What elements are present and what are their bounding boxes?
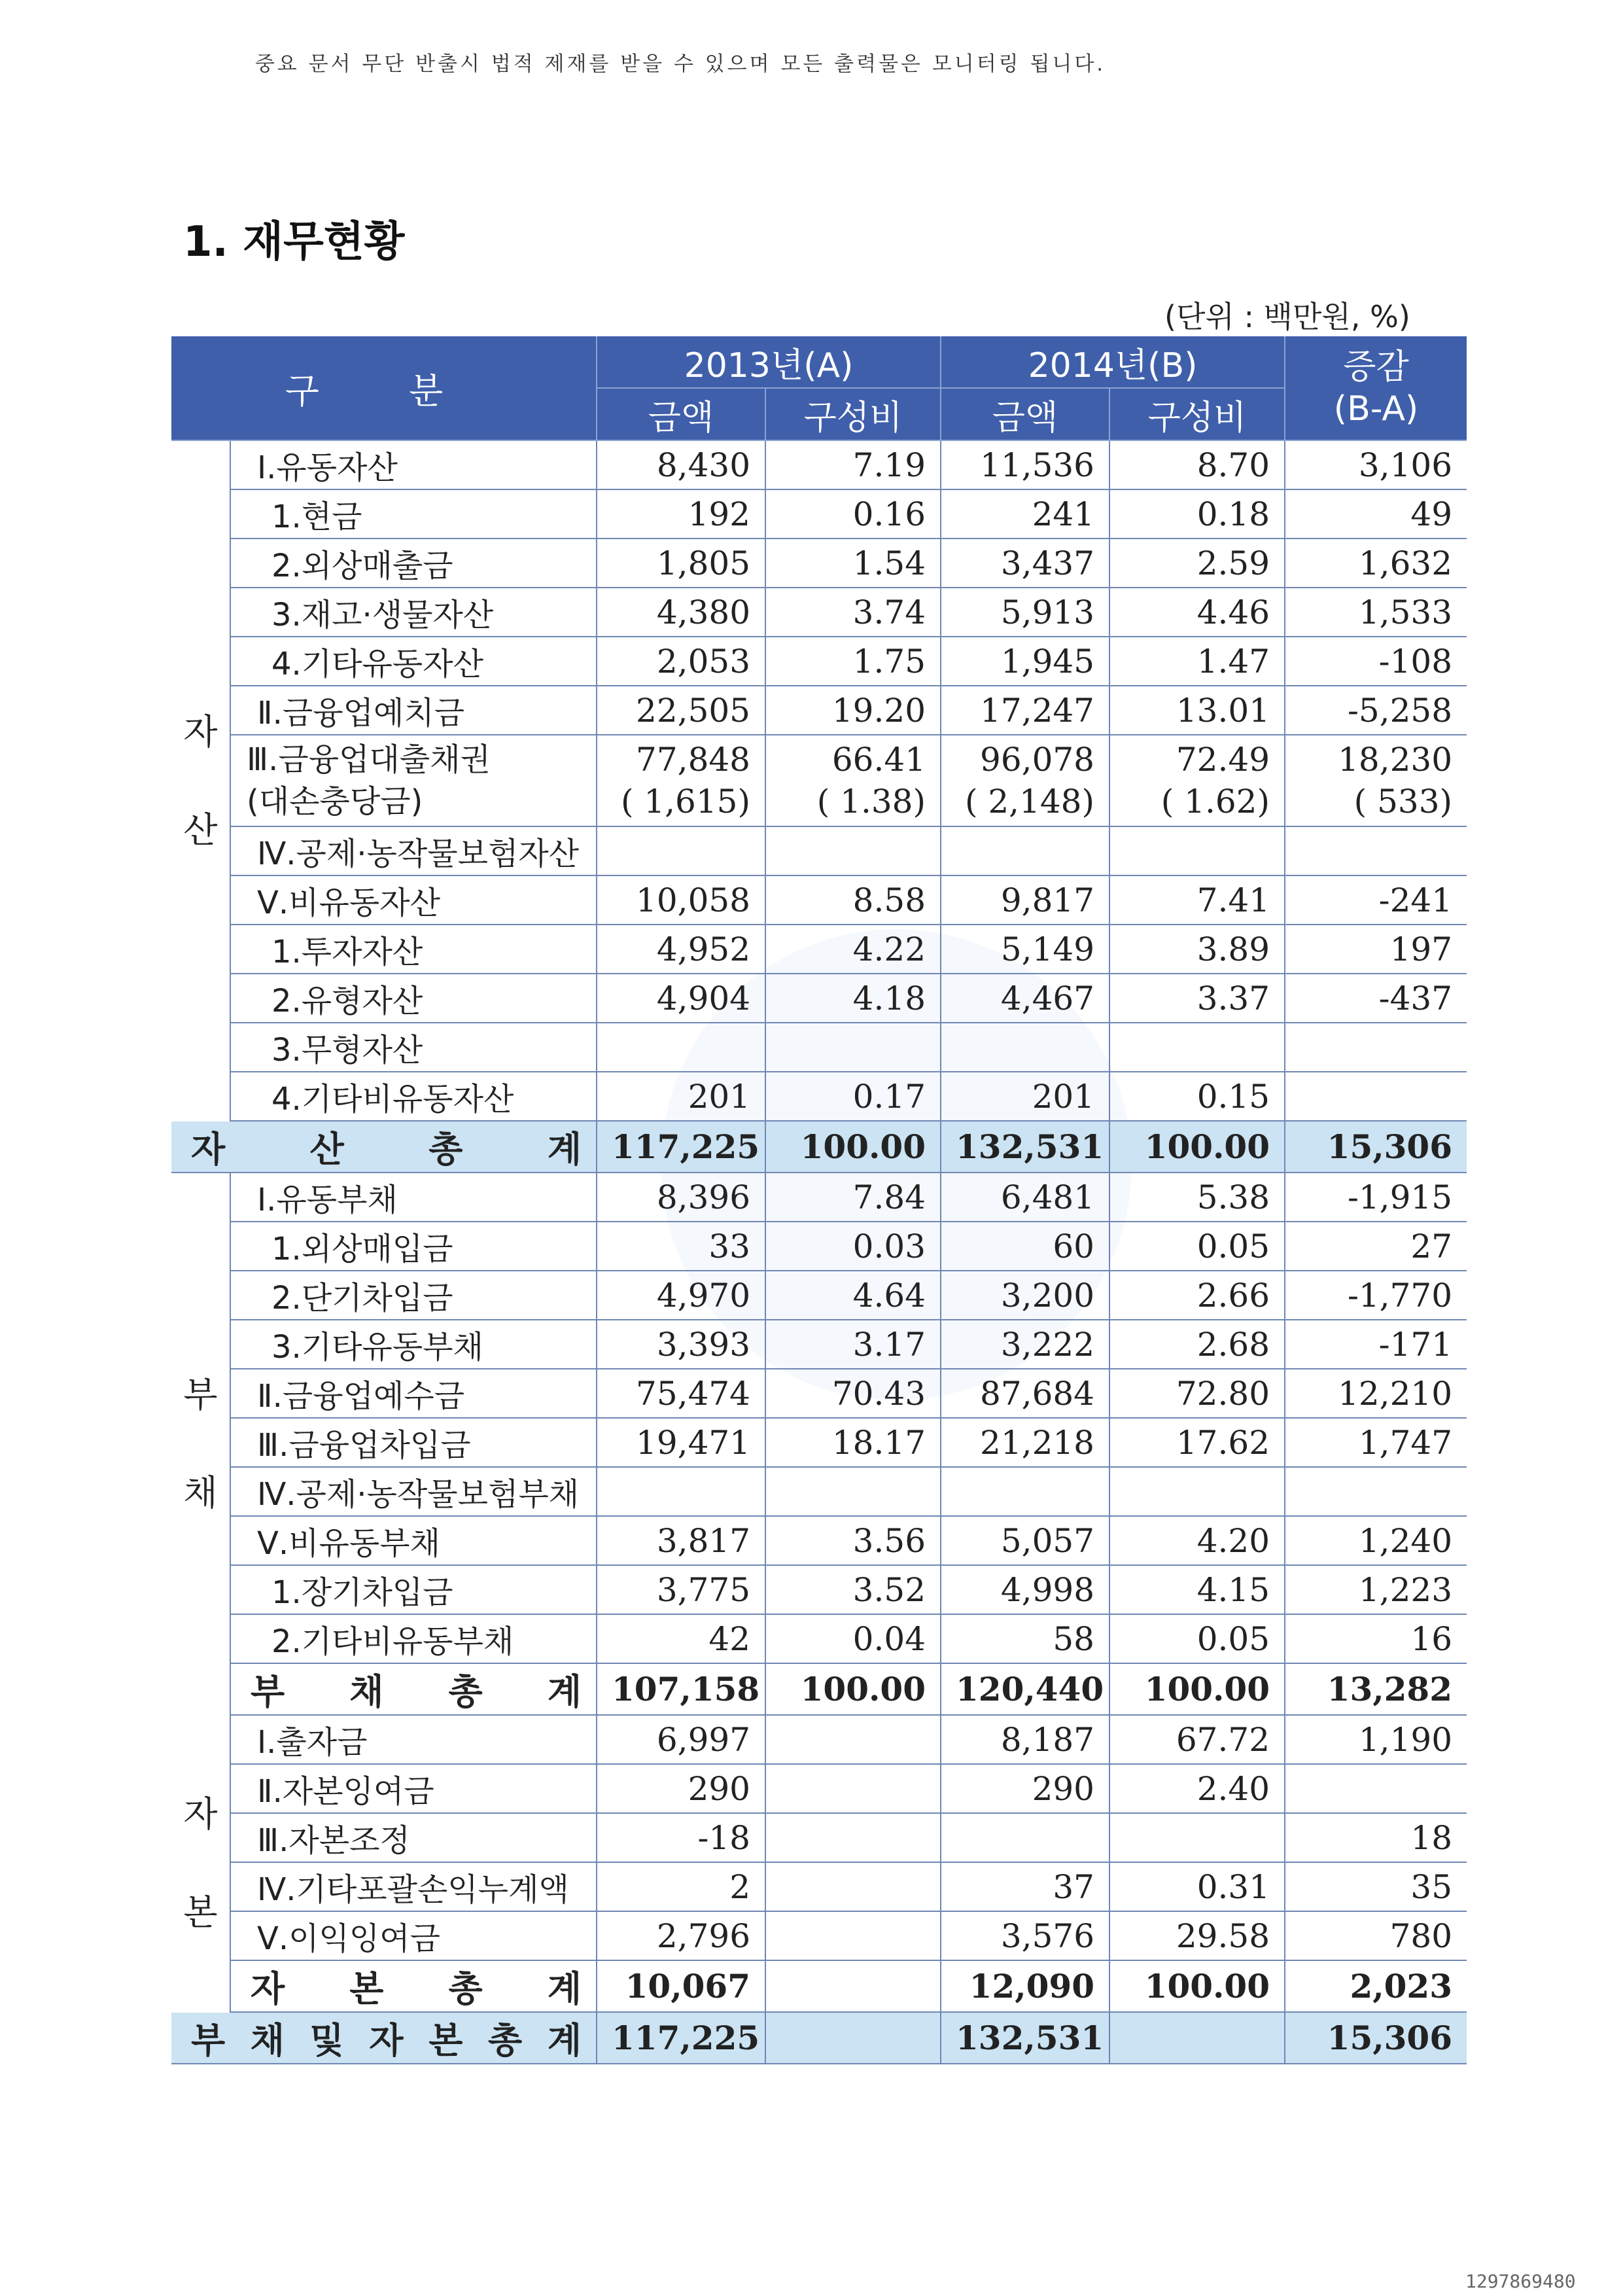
total-amount-b: 12,090 bbox=[941, 1960, 1109, 2012]
row-label: Ⅲ.금융업차입금 bbox=[230, 1418, 597, 1467]
cell-change bbox=[1285, 1072, 1467, 1121]
cell-ratio-a bbox=[765, 1715, 941, 1764]
cell-amount-a: 6,997 bbox=[597, 1715, 765, 1764]
row-label bbox=[230, 735, 597, 826]
cell-ratio-b bbox=[1109, 1467, 1285, 1516]
row-label: 3.기타유동부채 bbox=[230, 1320, 597, 1369]
cell-amount-a: 3,817 bbox=[597, 1516, 765, 1565]
total-amount-a: 107,158 bbox=[597, 1663, 765, 1715]
table-row bbox=[171, 539, 1467, 588]
cell-ratio-b bbox=[1109, 735, 1285, 826]
cell-ratio-a: 3.52 bbox=[765, 1565, 941, 1614]
cell-amount-a: 290 bbox=[597, 1764, 765, 1813]
cell-change: 1,190 bbox=[1285, 1715, 1467, 1764]
cell-ratio-a: 4.18 bbox=[765, 974, 941, 1023]
cell-ratio-a bbox=[765, 1813, 941, 1862]
total-ratio-b: 100.00 bbox=[1109, 1960, 1285, 2012]
row-label: 1.투자자산 bbox=[230, 925, 597, 974]
table-row bbox=[171, 826, 1467, 875]
cell-amount-b: 6,481 bbox=[941, 1173, 1109, 1222]
cell-ratio-b: 0.05 bbox=[1109, 1222, 1285, 1271]
cell-ratio-b: 72.80 bbox=[1109, 1369, 1285, 1418]
table-row bbox=[171, 1072, 1467, 1121]
total-change: 13,282 bbox=[1285, 1663, 1467, 1715]
table-header-row-1 bbox=[171, 336, 1467, 388]
total-change: 15,306 bbox=[1285, 1121, 1467, 1173]
cell-amount-b: 3,222 bbox=[941, 1320, 1109, 1369]
page-title: 1. 재무현황 bbox=[183, 218, 405, 266]
header-ratio-b: 구성비 bbox=[1109, 388, 1285, 440]
cell-amount-a: 3,775 bbox=[597, 1565, 765, 1614]
equity-total-label: 자 본 총 계 bbox=[230, 1960, 597, 2012]
cell-ratio-a bbox=[765, 826, 941, 875]
cell-ratio-b bbox=[1109, 1023, 1285, 1072]
cell-ratio-a bbox=[765, 1764, 941, 1813]
row-label: Ⅰ.유동부채 bbox=[230, 1173, 597, 1222]
cell-amount-b-line2: ( 2,148) bbox=[964, 783, 1094, 821]
cell-change: -171 bbox=[1285, 1320, 1467, 1369]
header-year-a: 2013년(A) bbox=[597, 336, 941, 388]
cell-change: 1,747 bbox=[1285, 1418, 1467, 1467]
table-row bbox=[171, 1222, 1467, 1271]
grand-total-row bbox=[171, 2012, 1467, 2064]
cell-ratio-b: 29.58 bbox=[1109, 1911, 1285, 1960]
cell-ratio-a: 0.17 bbox=[765, 1072, 941, 1121]
row-label: 1.현금 bbox=[230, 489, 597, 539]
cell-ratio-b: 13.01 bbox=[1109, 686, 1285, 735]
total-amount-b: 120,440 bbox=[941, 1663, 1109, 1715]
table-row bbox=[171, 1023, 1467, 1072]
cell-ratio-a bbox=[765, 1023, 941, 1072]
cell-amount-a: 42 bbox=[597, 1614, 765, 1663]
cell-change: 18 bbox=[1285, 1813, 1467, 1862]
cell-amount-a: 10,058 bbox=[597, 875, 765, 925]
liabilities-category bbox=[171, 1173, 230, 1715]
cell-ratio-b: 67.72 bbox=[1109, 1715, 1285, 1764]
cell-amount-a: 8,396 bbox=[597, 1173, 765, 1222]
cell-ratio-a: 19.20 bbox=[765, 686, 941, 735]
table-row bbox=[171, 1911, 1467, 1960]
table-row bbox=[171, 1813, 1467, 1862]
cell-amount-b: 241 bbox=[941, 489, 1109, 539]
table-row bbox=[171, 1320, 1467, 1369]
row-label: 2.외상매출금 bbox=[230, 539, 597, 588]
table-row bbox=[171, 686, 1467, 735]
cell-ratio-b: 7.41 bbox=[1109, 875, 1285, 925]
cell-change: 780 bbox=[1285, 1911, 1467, 1960]
equity-category bbox=[171, 1715, 230, 2012]
cell-amount-b: 4,467 bbox=[941, 974, 1109, 1023]
cell-amount-a bbox=[597, 1023, 765, 1072]
cell-amount-a: -18 bbox=[597, 1813, 765, 1862]
liabilities-category-char: 부 bbox=[183, 1374, 218, 1415]
row-label: 2.기타비유동부채 bbox=[230, 1614, 597, 1663]
row-label: 3.재고·생물자산 bbox=[230, 588, 597, 637]
cell-ratio-b: 0.31 bbox=[1109, 1862, 1285, 1911]
cell-ratio-b: 2.59 bbox=[1109, 539, 1285, 588]
cell-change bbox=[1285, 735, 1467, 826]
cell-amount-b bbox=[941, 1023, 1109, 1072]
liabilities-total-row bbox=[171, 1663, 1467, 1715]
cell-amount-a: 22,505 bbox=[597, 686, 765, 735]
row-label: Ⅱ.금융업예치금 bbox=[230, 686, 597, 735]
table-row bbox=[171, 1764, 1467, 1813]
header-amount-a: 금액 bbox=[597, 388, 765, 440]
cell-amount-b bbox=[941, 735, 1109, 826]
cell-amount-b: 5,149 bbox=[941, 925, 1109, 974]
table-row bbox=[171, 735, 1467, 826]
cell-change-line2: ( 533) bbox=[1353, 783, 1453, 821]
row-label: 1.장기차입금 bbox=[230, 1565, 597, 1614]
cell-amount-b: 21,218 bbox=[941, 1418, 1109, 1467]
cell-ratio-a: 3.74 bbox=[765, 588, 941, 637]
cell-amount-a: 4,952 bbox=[597, 925, 765, 974]
grand-total-label: 부 채 및 자 본 총 계 bbox=[171, 2012, 597, 2064]
cell-ratio-b: 0.15 bbox=[1109, 1072, 1285, 1121]
cell-amount-b: 3,576 bbox=[941, 1911, 1109, 1960]
row-label: 4.기타비유동자산 bbox=[230, 1072, 597, 1121]
cell-ratio-a: 4.22 bbox=[765, 925, 941, 974]
cell-change: -437 bbox=[1285, 974, 1467, 1023]
cell-change bbox=[1285, 1764, 1467, 1813]
cell-change: 197 bbox=[1285, 925, 1467, 974]
table-row bbox=[171, 489, 1467, 539]
cell-change: 1,533 bbox=[1285, 588, 1467, 637]
cell-ratio-b: 3.89 bbox=[1109, 925, 1285, 974]
grand-total-ratio-a bbox=[765, 2012, 941, 2064]
row-label-line1: Ⅲ.금융업대출채권 bbox=[247, 741, 491, 778]
cell-change-line1: 18,230 bbox=[1338, 741, 1453, 779]
cell-ratio-a-line2: ( 1.38) bbox=[816, 783, 926, 821]
liabilities-category-char: 채 bbox=[183, 1472, 218, 1513]
row-label: Ⅳ.공제·농작물보험부채 bbox=[230, 1467, 597, 1516]
cell-ratio-b: 4.15 bbox=[1109, 1565, 1285, 1614]
cell-ratio-b: 4.46 bbox=[1109, 588, 1285, 637]
table-row bbox=[171, 637, 1467, 686]
assets-total-row bbox=[171, 1121, 1467, 1173]
cell-ratio-a: 18.17 bbox=[765, 1418, 941, 1467]
row-label: 2.단기차입금 bbox=[230, 1271, 597, 1320]
row-label: Ⅴ.이익잉여금 bbox=[230, 1911, 597, 1960]
cell-amount-b: 60 bbox=[941, 1222, 1109, 1271]
cell-amount-b: 58 bbox=[941, 1614, 1109, 1663]
cell-ratio-b bbox=[1109, 1813, 1285, 1862]
table-row bbox=[171, 1516, 1467, 1565]
cell-amount-b bbox=[941, 1813, 1109, 1862]
row-label: 1.외상매입금 bbox=[230, 1222, 597, 1271]
cell-ratio-a: 7.84 bbox=[765, 1173, 941, 1222]
cell-amount-b-line1: 96,078 bbox=[980, 741, 1094, 779]
cell-ratio-b-line1: 72.49 bbox=[1176, 741, 1270, 779]
assets-total-label: 자 산 총 계 bbox=[171, 1121, 597, 1173]
header-category: 구 분 bbox=[171, 336, 597, 440]
cell-ratio-a: 70.43 bbox=[765, 1369, 941, 1418]
cell-amount-a: 4,970 bbox=[597, 1271, 765, 1320]
row-label-line2: (대손충당금) bbox=[247, 783, 423, 820]
cell-change: -241 bbox=[1285, 875, 1467, 925]
cell-ratio-a: 1.75 bbox=[765, 637, 941, 686]
cell-change: 16 bbox=[1285, 1614, 1467, 1663]
header-change-line1: 증감 bbox=[1343, 347, 1409, 387]
assets-category-char: 산 bbox=[183, 809, 218, 851]
cell-amount-a: 1,805 bbox=[597, 539, 765, 588]
cell-amount-b: 37 bbox=[941, 1862, 1109, 1911]
cell-amount-b: 17,247 bbox=[941, 686, 1109, 735]
cell-change: -108 bbox=[1285, 637, 1467, 686]
cell-ratio-b: 4.20 bbox=[1109, 1516, 1285, 1565]
grand-total-change: 15,306 bbox=[1285, 2012, 1467, 2064]
cell-amount-a: 19,471 bbox=[597, 1418, 765, 1467]
row-label: Ⅰ.유동자산 bbox=[230, 440, 597, 489]
table-row bbox=[171, 1614, 1467, 1663]
cell-change: 49 bbox=[1285, 489, 1467, 539]
cell-ratio-b: 17.62 bbox=[1109, 1418, 1285, 1467]
equity-total-row bbox=[171, 1960, 1467, 2012]
cell-amount-b bbox=[941, 826, 1109, 875]
header-amount-b: 금액 bbox=[941, 388, 1109, 440]
cell-ratio-a: 0.03 bbox=[765, 1222, 941, 1271]
cell-change bbox=[1285, 1023, 1467, 1072]
cell-amount-b: 1,945 bbox=[941, 637, 1109, 686]
total-change: 2,023 bbox=[1285, 1960, 1467, 2012]
total-ratio-a bbox=[765, 1960, 941, 2012]
cell-ratio-a: 3.56 bbox=[765, 1516, 941, 1565]
grand-total-amount-b: 132,531 bbox=[941, 2012, 1109, 2064]
cell-ratio-a bbox=[765, 735, 941, 826]
row-label: Ⅴ.비유동부채 bbox=[230, 1516, 597, 1565]
row-label: Ⅳ.기타포괄손익누계액 bbox=[230, 1862, 597, 1911]
cell-change: 1,223 bbox=[1285, 1565, 1467, 1614]
cell-change: 1,240 bbox=[1285, 1516, 1467, 1565]
cell-ratio-a: 1.54 bbox=[765, 539, 941, 588]
cell-amount-a: 4,904 bbox=[597, 974, 765, 1023]
header-ratio-a: 구성비 bbox=[765, 388, 941, 440]
cell-ratio-a: 3.17 bbox=[765, 1320, 941, 1369]
cell-amount-a: 2,053 bbox=[597, 637, 765, 686]
table-row bbox=[171, 1173, 1467, 1222]
table-row bbox=[171, 1418, 1467, 1467]
cell-amount-b: 9,817 bbox=[941, 875, 1109, 925]
cell-ratio-b: 5.38 bbox=[1109, 1173, 1285, 1222]
document-id: 1297869480 bbox=[1465, 2270, 1576, 2292]
total-ratio-b: 100.00 bbox=[1109, 1663, 1285, 1715]
total-ratio-b: 100.00 bbox=[1109, 1121, 1285, 1173]
cell-amount-a bbox=[597, 735, 765, 826]
total-amount-a: 10,067 bbox=[597, 1960, 765, 2012]
row-label: Ⅰ.출자금 bbox=[230, 1715, 597, 1764]
total-amount-b: 132,531 bbox=[941, 1121, 1109, 1173]
row-label: 2.유형자산 bbox=[230, 974, 597, 1023]
cell-amount-b: 11,536 bbox=[941, 440, 1109, 489]
cell-amount-a-line1: 77,848 bbox=[636, 741, 750, 779]
cell-ratio-a: 7.19 bbox=[765, 440, 941, 489]
cell-ratio-a: 0.16 bbox=[765, 489, 941, 539]
cell-change bbox=[1285, 826, 1467, 875]
table-row bbox=[171, 1467, 1467, 1516]
cell-ratio-b: 0.05 bbox=[1109, 1614, 1285, 1663]
header-change bbox=[1285, 336, 1467, 440]
cell-amount-a: 4,380 bbox=[597, 588, 765, 637]
financial-status-table bbox=[171, 336, 1467, 2064]
row-label: Ⅱ.금융업예수금 bbox=[230, 1369, 597, 1418]
cell-amount-a: 3,393 bbox=[597, 1320, 765, 1369]
cell-amount-b: 5,913 bbox=[941, 588, 1109, 637]
table-row bbox=[171, 440, 1467, 489]
cell-ratio-b bbox=[1109, 826, 1285, 875]
table-row bbox=[171, 1565, 1467, 1614]
cell-amount-a: 192 bbox=[597, 489, 765, 539]
grand-total-amount-a: 117,225 bbox=[597, 2012, 765, 2064]
unit-note: (단위 : 백만원, %) bbox=[1164, 299, 1410, 334]
cell-ratio-b: 0.18 bbox=[1109, 489, 1285, 539]
cell-ratio-b: 2.40 bbox=[1109, 1764, 1285, 1813]
total-ratio-a: 100.00 bbox=[765, 1121, 941, 1173]
table-row bbox=[171, 875, 1467, 925]
cell-ratio-a-line1: 66.41 bbox=[831, 741, 926, 779]
grand-total-ratio-b bbox=[1109, 2012, 1285, 2064]
cell-change bbox=[1285, 1467, 1467, 1516]
cell-ratio-a bbox=[765, 1911, 941, 1960]
cell-amount-a: 8,430 bbox=[597, 440, 765, 489]
row-label: Ⅲ.자본조정 bbox=[230, 1813, 597, 1862]
total-amount-a: 117,225 bbox=[597, 1121, 765, 1173]
cell-amount-b: 8,187 bbox=[941, 1715, 1109, 1764]
row-label: 4.기타유동자산 bbox=[230, 637, 597, 686]
cell-change: 27 bbox=[1285, 1222, 1467, 1271]
cell-amount-a bbox=[597, 826, 765, 875]
cell-amount-b: 290 bbox=[941, 1764, 1109, 1813]
cell-change: -1,770 bbox=[1285, 1271, 1467, 1320]
table-row bbox=[171, 1271, 1467, 1320]
cell-amount-b: 87,684 bbox=[941, 1369, 1109, 1418]
equity-category-char: 본 bbox=[183, 1892, 218, 1933]
cell-ratio-b: 8.70 bbox=[1109, 440, 1285, 489]
liabilities-total-label: 부 채 총 계 bbox=[230, 1663, 597, 1715]
cell-amount-a: 2,796 bbox=[597, 1911, 765, 1960]
table-row bbox=[171, 974, 1467, 1023]
row-label: Ⅳ.공제·농작물보험자산 bbox=[230, 826, 597, 875]
cell-amount-a-line2: ( 1,615) bbox=[620, 783, 750, 821]
equity-category-char: 자 bbox=[183, 1793, 218, 1835]
cell-amount-a: 2 bbox=[597, 1862, 765, 1911]
cell-amount-a: 201 bbox=[597, 1072, 765, 1121]
cell-change: 12,210 bbox=[1285, 1369, 1467, 1418]
cell-ratio-b: 2.66 bbox=[1109, 1271, 1285, 1320]
cell-ratio-b: 3.37 bbox=[1109, 974, 1285, 1023]
cell-amount-a: 75,474 bbox=[597, 1369, 765, 1418]
cell-ratio-a: 0.04 bbox=[765, 1614, 941, 1663]
cell-amount-a: 33 bbox=[597, 1222, 765, 1271]
cell-ratio-b: 2.68 bbox=[1109, 1320, 1285, 1369]
cell-ratio-b-line2: ( 1.62) bbox=[1161, 783, 1270, 821]
cell-amount-b: 201 bbox=[941, 1072, 1109, 1121]
cell-ratio-b: 1.47 bbox=[1109, 637, 1285, 686]
row-label: 3.무형자산 bbox=[230, 1023, 597, 1072]
cell-ratio-a bbox=[765, 1862, 941, 1911]
assets-category-char: 자 bbox=[183, 711, 218, 752]
cell-amount-b: 3,200 bbox=[941, 1271, 1109, 1320]
cell-ratio-a: 8.58 bbox=[765, 875, 941, 925]
cell-amount-b: 5,057 bbox=[941, 1516, 1109, 1565]
table-row bbox=[171, 588, 1467, 637]
cell-amount-b: 4,998 bbox=[941, 1565, 1109, 1614]
cell-change: 35 bbox=[1285, 1862, 1467, 1911]
confidential-notice: 중요 문서 무단 반출시 법적 제재를 받을 수 있으며 모든 출력물은 모니터링 됩니다. bbox=[254, 52, 1106, 76]
assets-category bbox=[171, 440, 230, 1121]
cell-change: -1,915 bbox=[1285, 1173, 1467, 1222]
table-row bbox=[171, 925, 1467, 974]
table-row bbox=[171, 1715, 1467, 1764]
cell-amount-b bbox=[941, 1467, 1109, 1516]
header-change-line2: (B-A) bbox=[1333, 389, 1419, 429]
row-label: Ⅴ.비유동자산 bbox=[230, 875, 597, 925]
table-row bbox=[171, 1369, 1467, 1418]
cell-amount-b: 3,437 bbox=[941, 539, 1109, 588]
header-year-b: 2014년(B) bbox=[941, 336, 1285, 388]
cell-amount-a bbox=[597, 1467, 765, 1516]
cell-ratio-a bbox=[765, 1467, 941, 1516]
cell-change: -5,258 bbox=[1285, 686, 1467, 735]
cell-ratio-a: 4.64 bbox=[765, 1271, 941, 1320]
cell-change: 1,632 bbox=[1285, 539, 1467, 588]
cell-change: 3,106 bbox=[1285, 440, 1467, 489]
total-ratio-a: 100.00 bbox=[765, 1663, 941, 1715]
table-row bbox=[171, 1862, 1467, 1911]
row-label: Ⅱ.자본잉여금 bbox=[230, 1764, 597, 1813]
